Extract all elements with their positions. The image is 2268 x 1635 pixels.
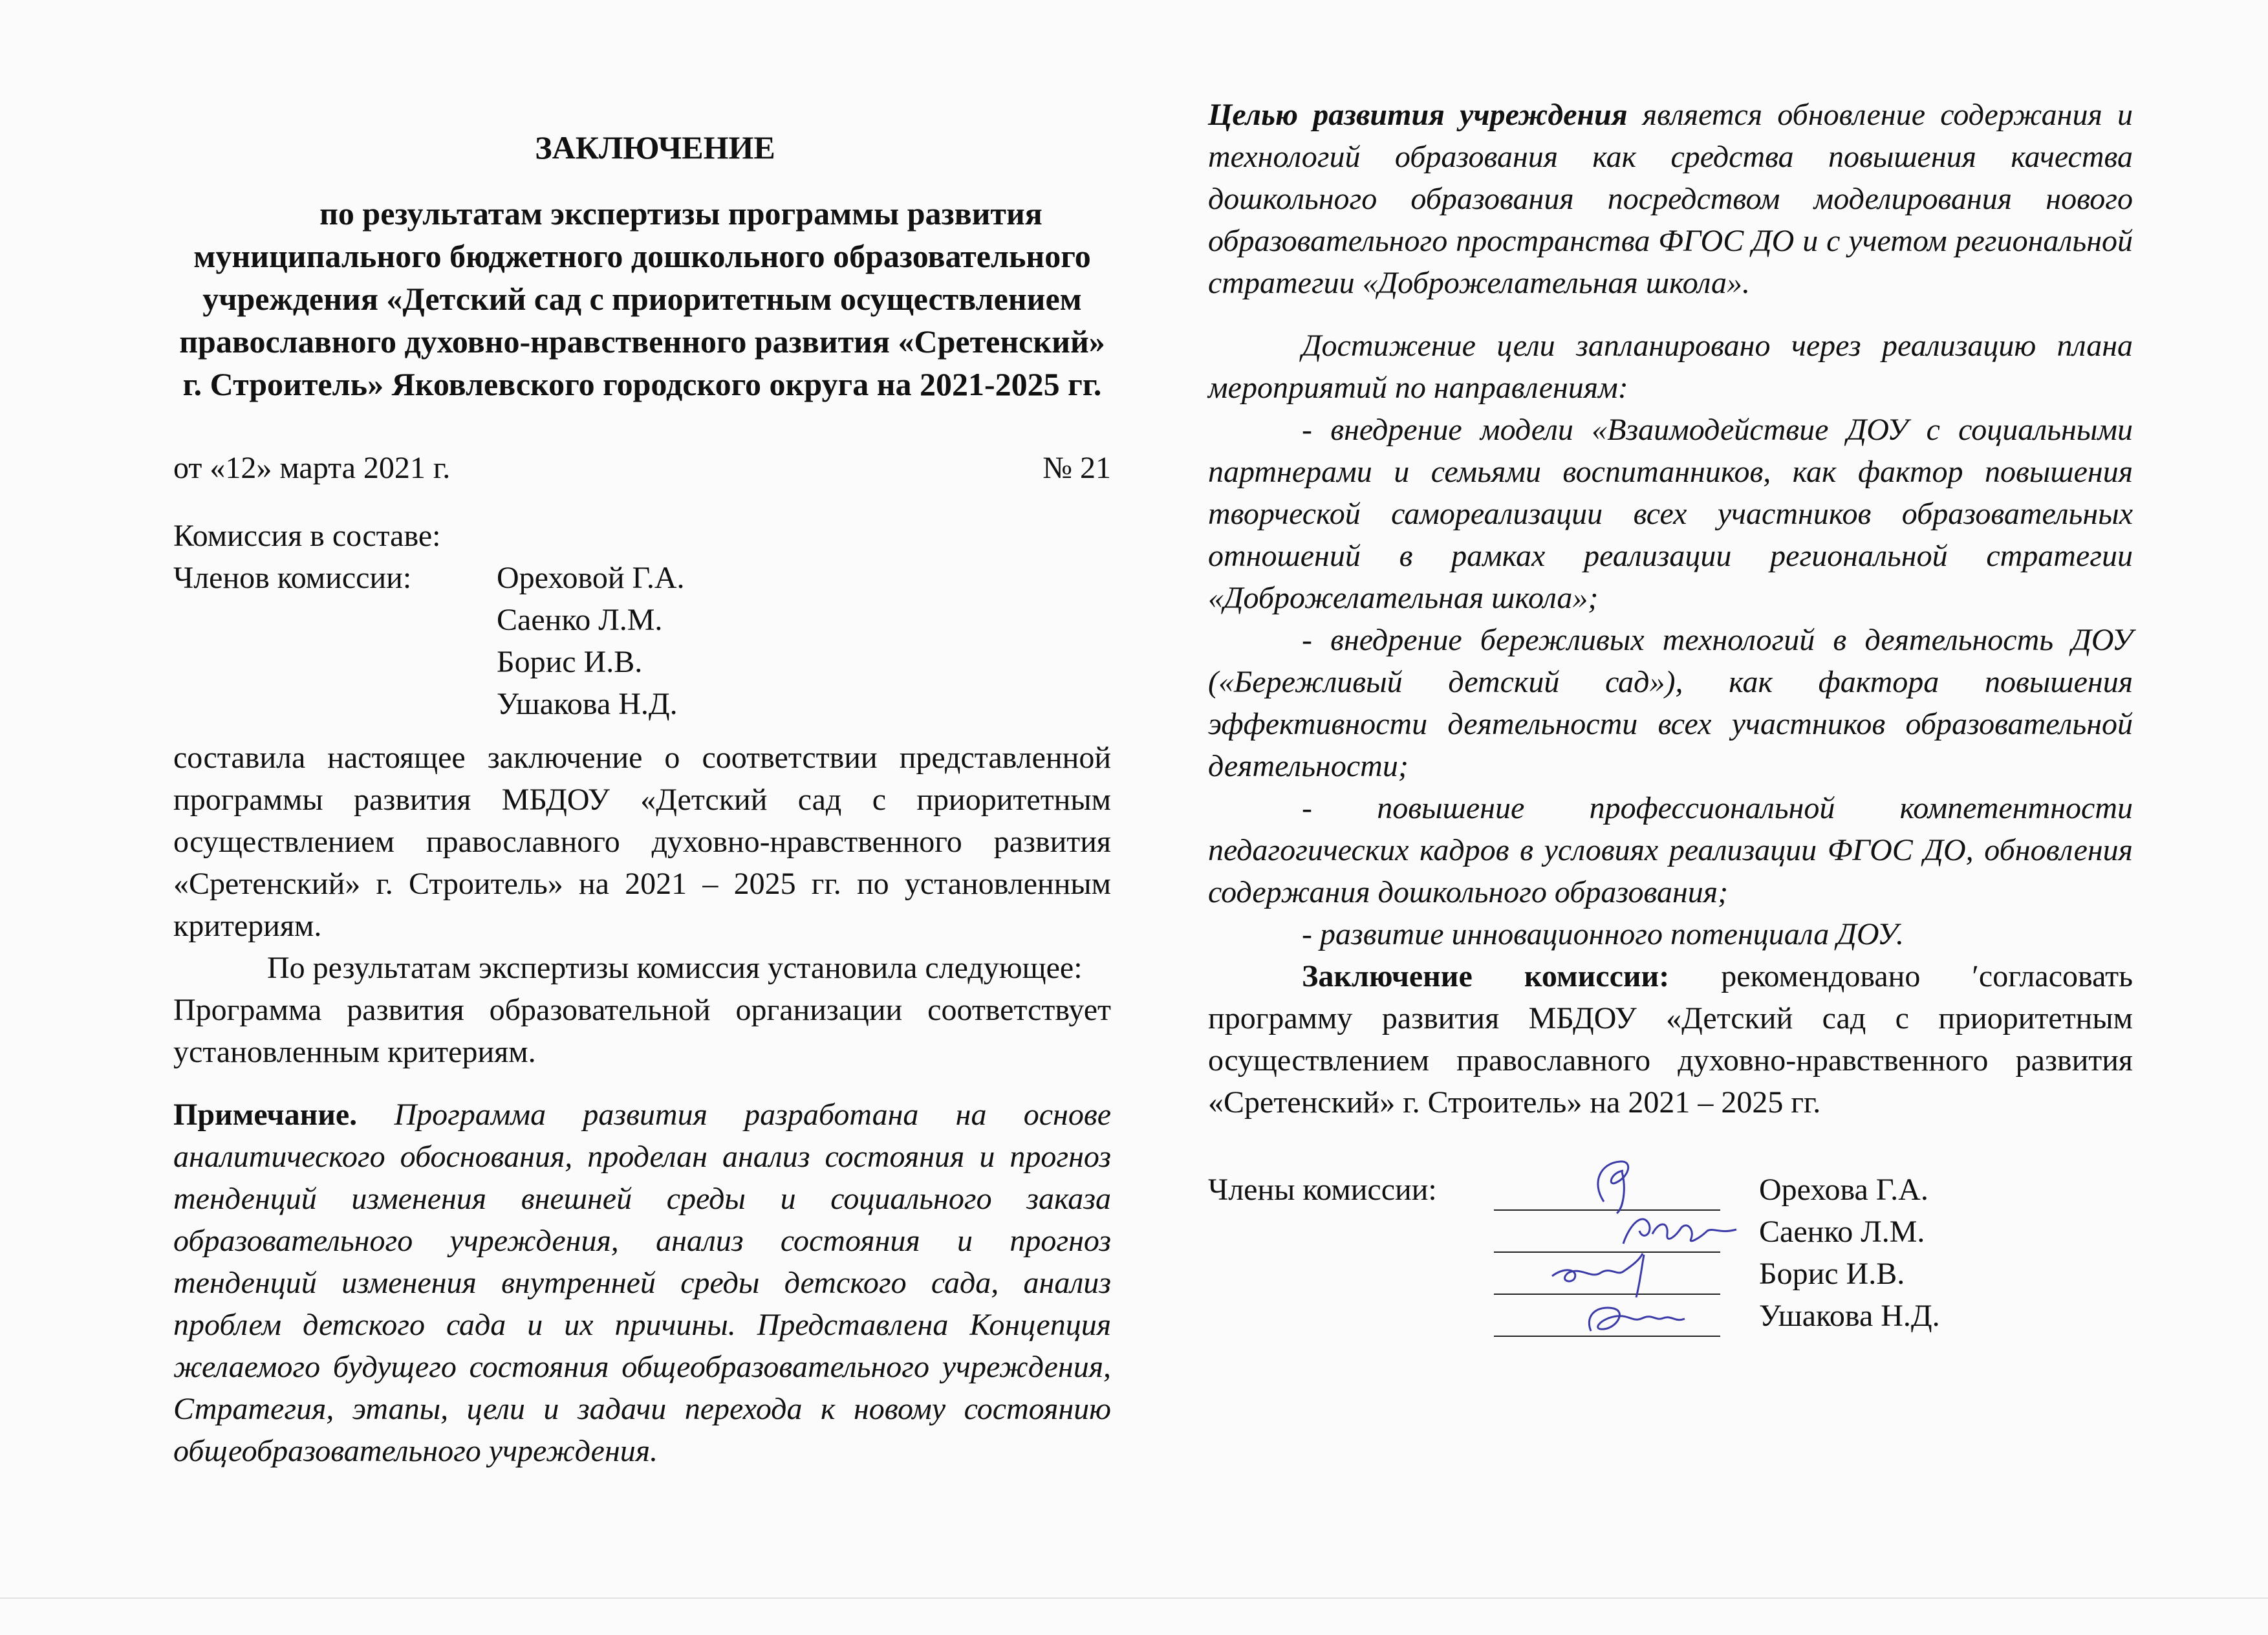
document-number: № 21 [1042, 451, 1111, 485]
result-intro: По результатам экспертизы комиссия установила следующее: [267, 951, 1083, 985]
members-list [497, 557, 685, 725]
signature-line [1494, 1302, 1720, 1337]
subtitle-line: православного духовно-нравственного развития «Сретенский» [179, 323, 1105, 360]
members-label: Членов комиссии: [173, 561, 412, 595]
document-title: ЗАКЛЮЧЕНИЕ [535, 129, 775, 166]
signer-name: Саенко Л.М. [1759, 1215, 1925, 1249]
goal-label: Целью развития учреждения [1208, 98, 1628, 132]
member-name: Саенко Л.М. [497, 603, 663, 637]
final-conclusion [1208, 955, 2133, 1123]
document-subtitle [173, 192, 1111, 406]
signatures-block [1208, 1169, 2133, 1337]
member-name: Ушакова Н.Д. [497, 687, 678, 721]
conclusion-paragraph: составила настоящее заключение о соответствии представленной программы развития МБДОУ «Детский сад с приоритетным осуществлением православного духовно-нравственного развития «Сретенский» г. Строитель» на 2021 – 2025 гг. по установленным критериям. [173, 741, 1111, 943]
members-row [173, 557, 1111, 725]
right-column [1208, 94, 2133, 1337]
scan-edge-line [0, 1597, 2268, 1599]
left-column [173, 126, 1111, 1472]
member-name: Ореховой Г.А. [497, 561, 685, 595]
commission-block [173, 515, 1111, 725]
signatures-label: Члены комиссии: [1208, 1173, 1437, 1207]
goal-text: является обновление содержания и технологий образования как средства повышения качества дошкольного образования посредством моделирования нового образовательного пространства ФГОС ДО и с учетом региональной стратегии «Доброжелательная школа». [1208, 98, 2133, 300]
final-text: рекомендовано ʹсогласовать программу развития МБДОУ «Детский сад с приоритетным осуществлением православного духовно-нравственного развития «Сретенский» г. Строитель» на 2021 – 2025 гг. [1208, 959, 2133, 1120]
direction-item: - внедрение модели «Взаимодействие ДОУ с социальными партнерами и семьями воспитанников, как фактор повышения творческой самореализации всех участников образовательных отношений в рамках реализации региональной стратегии «Доброжелательная школа»; [1208, 413, 2133, 615]
signatures-table [1494, 1169, 1940, 1337]
subtitle-line: по результатам экспертизы программы развития [319, 195, 1042, 232]
subtitle-line: г. Строитель» Яковлевского городского округа на 2021-2025 гг. [182, 366, 1102, 402]
subtitle-line: учреждения «Детский сад с приоритетным осуществлением [202, 281, 1082, 317]
member-name: Борис И.В. [497, 645, 643, 679]
subtitle-line: муниципального бюджетного дошкольного образовательного [193, 238, 1091, 274]
signature-row [1494, 1295, 1940, 1337]
direction-item: - развитие инновационного потенциала ДОУ. [1302, 917, 1904, 951]
direction-item: - внедрение бережливых технологий в деятельность ДОУ («Бережливый детский сад»), как фактора повышения эффективности деятельности всех участников образовательной деятельности; [1208, 623, 2133, 783]
signer-name: Борис И.В. [1759, 1257, 1905, 1291]
handwritten-signature [1494, 1283, 1720, 1341]
goal-paragraph [1208, 94, 2133, 304]
direction-item: - повышение профессиональной компетентности педагогических кадров в условиях реализации ФГОС ДО, обновления содержания дошкольного образования; [1208, 791, 2133, 909]
final-label: Заключение комиссии: [1302, 959, 1670, 993]
date-number-row [173, 447, 1111, 489]
note-label: Примечание. [173, 1098, 358, 1132]
note-text: Программа развития разработана на основе аналитического обоснования, проделан анализ состояния и прогноз тенденций изменения внешней среды и социального заказа образовательного учреждения, анализ состояния и прогноз тенденций изменения внутренней среды детского сада, анализ проблем детского сада и их причины. Представлена Концепция желаемого будущего состояния общеобразовательного учреждения, Стратегия, этапы, цели и задачи перехода к новому состоянию общеобразовательного учреждения. [173, 1098, 1111, 1468]
document-date: от «12» марта 2021 г. [173, 451, 451, 485]
result-paragraph: Программа развития образовательной организации соответствует установленным критериям. [173, 993, 1111, 1069]
note-paragraph [173, 1094, 1111, 1472]
signer-name: Ушакова Н.Д. [1759, 1299, 1940, 1333]
achievement-paragraph: Достижение цели запланировано через реализацию плана мероприятий по направлениям: [1208, 329, 2133, 405]
commission-intro: Комиссия в составе: [173, 519, 441, 553]
signer-name: Орехова Г.А. [1759, 1173, 1928, 1207]
